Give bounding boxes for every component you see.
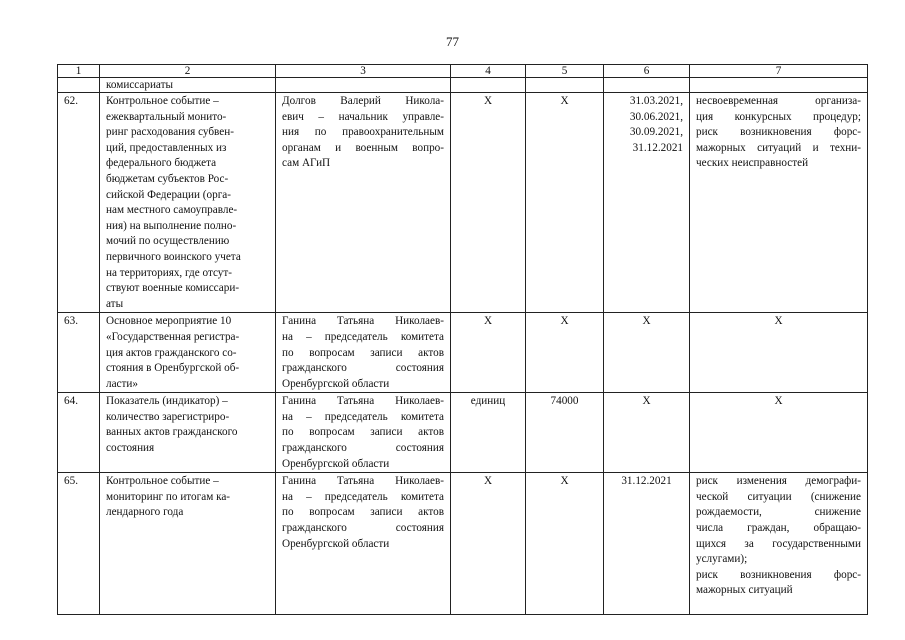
cell-line: ствуют военные комиссари- — [106, 282, 240, 295]
responsible — [276, 93, 451, 313]
unit-value: Х — [451, 473, 526, 615]
unit-value: Х — [451, 93, 526, 313]
cell-line: состояния — [106, 442, 155, 455]
cell-line: бюджетам субъектов Рос- — [106, 172, 229, 185]
cell-line: Долгов Валерий Никола- — [282, 95, 444, 107]
cell-line: ежеквартальный монито- — [106, 110, 227, 123]
cell-line: мажорных ситуаций — [696, 584, 793, 597]
cell-line: органам и военным вопро- — [282, 141, 444, 154]
dates — [604, 93, 690, 313]
cell-line: мочий по осуществлению — [106, 235, 230, 248]
cell-line: риск изменения демографи- — [696, 475, 861, 488]
dates — [604, 473, 690, 615]
event-name — [100, 93, 276, 313]
cell-line: сам АГиП — [282, 157, 331, 170]
cell-line: Показатель (индикатор) – — [106, 395, 228, 408]
cell-line: услугами); — [696, 553, 748, 566]
cell-line: евич – начальник управле- — [282, 110, 444, 123]
header-row — [58, 65, 868, 78]
responsible — [276, 473, 451, 615]
cell-line: ния) на выполнение полно- — [106, 219, 237, 232]
risks — [690, 393, 868, 473]
cell-line: на территориях, где отсут- — [106, 266, 233, 279]
header-cell: 1 — [58, 65, 100, 78]
cell-line: Ганина Татьяна Николаев- — [282, 475, 444, 488]
header-cell: 5 — [526, 65, 604, 78]
cell-line: рождаемости, снижение — [696, 506, 861, 519]
table-row — [58, 473, 868, 615]
cell-line: на – председатель комитета — [282, 410, 444, 423]
target-value: Х — [526, 313, 604, 393]
cell-line: по вопросам записи актов — [282, 506, 444, 519]
cell-line: Оренбургской области — [282, 537, 390, 550]
cell-line: Х — [642, 315, 651, 328]
cell-line: ция конкурсных процедур; — [696, 110, 861, 123]
header-cell: 4 — [451, 65, 526, 78]
cell-line: мониторинг по итогам ка- — [106, 490, 231, 503]
cell-line: количество зарегистриро- — [106, 410, 230, 423]
continuation-text: комиссариаты — [100, 78, 276, 93]
target-value: 74000 — [526, 393, 604, 473]
cell-line: ванных актов гражданского — [106, 426, 238, 439]
cell-line: Х — [642, 395, 651, 408]
table-row — [58, 393, 868, 473]
cell-line: по вопросам записи актов — [282, 426, 444, 439]
cell-line: гражданского состояния — [282, 522, 444, 535]
cell-line: Основное мероприятие 10 — [106, 315, 232, 328]
cell-line: Х — [774, 395, 783, 408]
cell-line: 31.12.2021 — [621, 475, 672, 488]
row-number: 62. — [58, 93, 100, 313]
cell-line: аты — [106, 297, 124, 310]
cell-line: федерального бюджета — [106, 157, 217, 170]
cell-line: лендарного года — [106, 506, 184, 519]
cell-line: ринг расходования субвен- — [106, 126, 234, 139]
header-cell: 2 — [100, 65, 276, 78]
cell-line: гражданского состояния — [282, 442, 444, 455]
event-name — [100, 473, 276, 615]
cell-line: ций, предоставленных из — [106, 141, 227, 154]
cell-line: щихся за государственными — [696, 537, 861, 550]
risks — [690, 313, 868, 393]
dates — [604, 393, 690, 473]
unit-value: Х — [451, 313, 526, 393]
table-row — [58, 313, 868, 393]
cell-line: числа граждан, обращаю- — [696, 522, 861, 535]
cell-line: 30.09.2021, — [629, 126, 683, 139]
cell-line: первичного воинского учета — [106, 250, 241, 263]
events-table — [57, 64, 868, 615]
table-row — [58, 93, 868, 313]
event-name — [100, 393, 276, 473]
cell-line: по вопросам записи актов — [282, 346, 444, 359]
cell-line: на – председатель комитета — [282, 490, 444, 503]
cell-line: на – председатель комитета — [282, 330, 444, 343]
cell-line: 31.12.2021 — [632, 141, 683, 154]
cell-line: Ганина Татьяна Николаев- — [282, 395, 444, 408]
header-cell: 3 — [276, 65, 451, 78]
responsible — [276, 313, 451, 393]
event-name — [100, 313, 276, 393]
continuation-row — [58, 78, 868, 93]
cell-line: «Государственная регистра- — [106, 330, 240, 343]
risks — [690, 473, 868, 615]
target-value: Х — [526, 473, 604, 615]
cell-line: риск возникновения форс- — [696, 568, 861, 581]
row-number: 64. — [58, 393, 100, 473]
dates — [604, 313, 690, 393]
cell-line: гражданского состояния — [282, 362, 444, 375]
row-number: 65. — [58, 473, 100, 615]
cell-line: ческих неисправностей — [696, 157, 809, 170]
cell-line: Оренбургской области — [282, 457, 390, 470]
cell-line: ласти» — [106, 377, 138, 390]
cell-line: несвоевременная организа- — [696, 95, 861, 107]
unit-value: единиц — [451, 393, 526, 473]
header-cell: 6 — [604, 65, 690, 78]
cell-line: Контрольное событие – — [106, 95, 219, 107]
page-number: 77 — [446, 34, 459, 49]
header-cell: 7 — [690, 65, 868, 78]
cell-line: мажорных ситуаций и техни- — [696, 141, 861, 154]
cell-line: нам местного самоуправле- — [106, 204, 238, 217]
cell-line: 30.06.2021, — [629, 110, 683, 123]
cell-line: ческой ситуации (снижение — [696, 490, 861, 503]
cell-line: 31.03.2021, — [629, 95, 683, 107]
cell-line: Оренбургской области — [282, 377, 390, 390]
target-value: Х — [526, 93, 604, 313]
cell-line: сийской Федерации (орга- — [106, 188, 231, 201]
cell-line: риск возникновения форс- — [696, 126, 861, 139]
cell-line: ния по правоохранительным — [282, 126, 444, 139]
cell-line: Ганина Татьяна Николаев- — [282, 315, 444, 328]
cell-line: ция актов гражданского со- — [106, 346, 237, 359]
cell-line: Контрольное событие – — [106, 475, 219, 488]
responsible — [276, 393, 451, 473]
cell-line: Х — [774, 315, 783, 328]
cell-line: стояния в Оренбургской об- — [106, 362, 240, 375]
row-number: 63. — [58, 313, 100, 393]
risks — [690, 93, 868, 313]
